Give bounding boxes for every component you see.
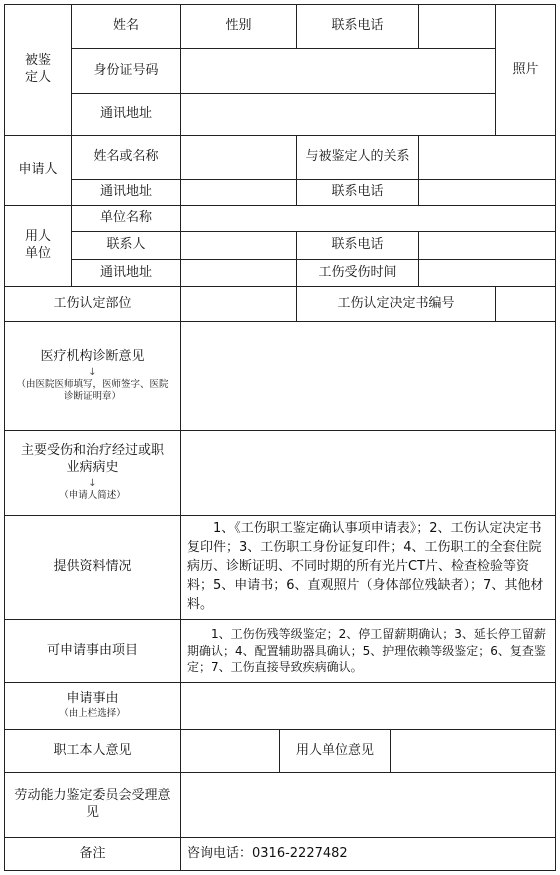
contact-field[interactable] xyxy=(180,231,297,260)
section-appraised-label: 被鉴 定人 xyxy=(24,53,51,85)
id-number-field[interactable] xyxy=(180,48,496,94)
diagnosis-cell xyxy=(4,321,181,431)
applicant-address-label: 通讯地址 xyxy=(71,179,181,206)
worker-opinion-label: 职工本人意见 xyxy=(4,729,181,773)
section-applicant-label: 申请人 xyxy=(4,135,72,206)
section-employer-label: 用人 单位 xyxy=(24,229,51,261)
applicant-name-label: 姓名或名称 xyxy=(71,135,181,180)
items-text-body: 1、工伤伤残等级鉴定；2、停工留薪期确认；3、延长停工留薪期确认；4、配置辅助器具确认；5、护理依赖等级鉴定；6、复查鉴定；7、工伤直接导致疾病确认。 xyxy=(187,626,546,675)
diagnosis-note: （由医院医师填写，医师签字、医院诊断证明章） xyxy=(16,378,169,402)
history-arrow: ↓ xyxy=(88,478,97,490)
name-label: 姓名 xyxy=(71,4,181,49)
unit-name-label: 单位名称 xyxy=(71,205,181,232)
diagnosis-label: 医疗机构诊断意见 xyxy=(40,348,145,364)
history-note: （申请人简述） xyxy=(59,490,126,502)
items-label: 可申请事由项目 xyxy=(4,619,181,683)
unit-name-field[interactable] xyxy=(180,205,556,232)
applicant-address-field[interactable] xyxy=(180,179,297,206)
phone-value-field[interactable] xyxy=(418,4,496,49)
id-number-label: 身份证号码 xyxy=(71,48,181,94)
applicant-phone-field[interactable] xyxy=(418,179,556,206)
address-field[interactable] xyxy=(180,93,496,136)
worker-opinion-field[interactable] xyxy=(180,729,280,773)
materials-text-body: 1、《工伤职工鉴定确认事项申请表》；2、工伤认定决定书复印件；3、工伤职工身份证复印件；4、工伤职工的全套住院病历、诊断证明、不同时期的所有光片CT片、检查检验等资料；5、申请书；6、直观照片（身体部位残缺者）；7、其他材料。 xyxy=(187,521,544,612)
employer-phone-label: 联系电话 xyxy=(296,231,419,260)
committee-label: 劳动能力鉴定委员会受理意见 xyxy=(4,772,181,838)
reason-note: （由上栏选择） xyxy=(59,708,126,720)
diagnosis-arrow: ↓ xyxy=(88,366,97,378)
employer-opinion-label: 用人单位意见 xyxy=(279,729,391,773)
remarks-value: 咨询电话：0316-2227482 xyxy=(180,837,556,871)
materials-label: 提供资料情况 xyxy=(4,515,181,620)
items-text xyxy=(180,619,556,683)
reason-cell xyxy=(4,682,181,730)
phone-label: 联系电话 xyxy=(296,4,419,49)
decision-no-label: 工伤认定决定书编号 xyxy=(296,286,496,322)
decision-no-field[interactable] xyxy=(495,286,556,322)
diagnosis-field[interactable] xyxy=(180,321,556,431)
gender-label: 性别 xyxy=(180,4,297,49)
committee-field[interactable] xyxy=(180,772,556,838)
reason-label: 申请事由 xyxy=(66,691,119,707)
employer-address-label: 通讯地址 xyxy=(71,259,181,287)
remarks-label: 备注 xyxy=(4,837,181,871)
relation-field[interactable] xyxy=(418,135,556,180)
section-employer xyxy=(4,205,72,287)
employer-phone-field[interactable] xyxy=(418,231,556,260)
dept-label: 工伤认定部位 xyxy=(4,286,181,322)
injury-time-field[interactable] xyxy=(418,259,556,287)
materials-text xyxy=(180,515,556,620)
applicant-phone-label: 联系电话 xyxy=(296,179,419,206)
injury-time-label: 工伤受伤时间 xyxy=(296,259,419,287)
contact-label: 联系人 xyxy=(71,231,181,260)
history-cell xyxy=(4,430,181,516)
employer-opinion-field[interactable] xyxy=(390,729,556,773)
photo-box: 照片 xyxy=(495,4,556,136)
history-label: 主要受伤和治疗经过或职业病病史 xyxy=(20,443,164,476)
history-field[interactable] xyxy=(180,430,556,516)
dept-field[interactable] xyxy=(180,286,297,322)
section-appraised-person xyxy=(4,4,72,136)
employer-address-field[interactable] xyxy=(180,259,297,287)
relation-label: 与被鉴定人的关系 xyxy=(296,135,419,180)
address-label: 通讯地址 xyxy=(71,93,181,136)
applicant-name-field[interactable] xyxy=(180,135,297,180)
reason-field[interactable] xyxy=(180,682,556,730)
